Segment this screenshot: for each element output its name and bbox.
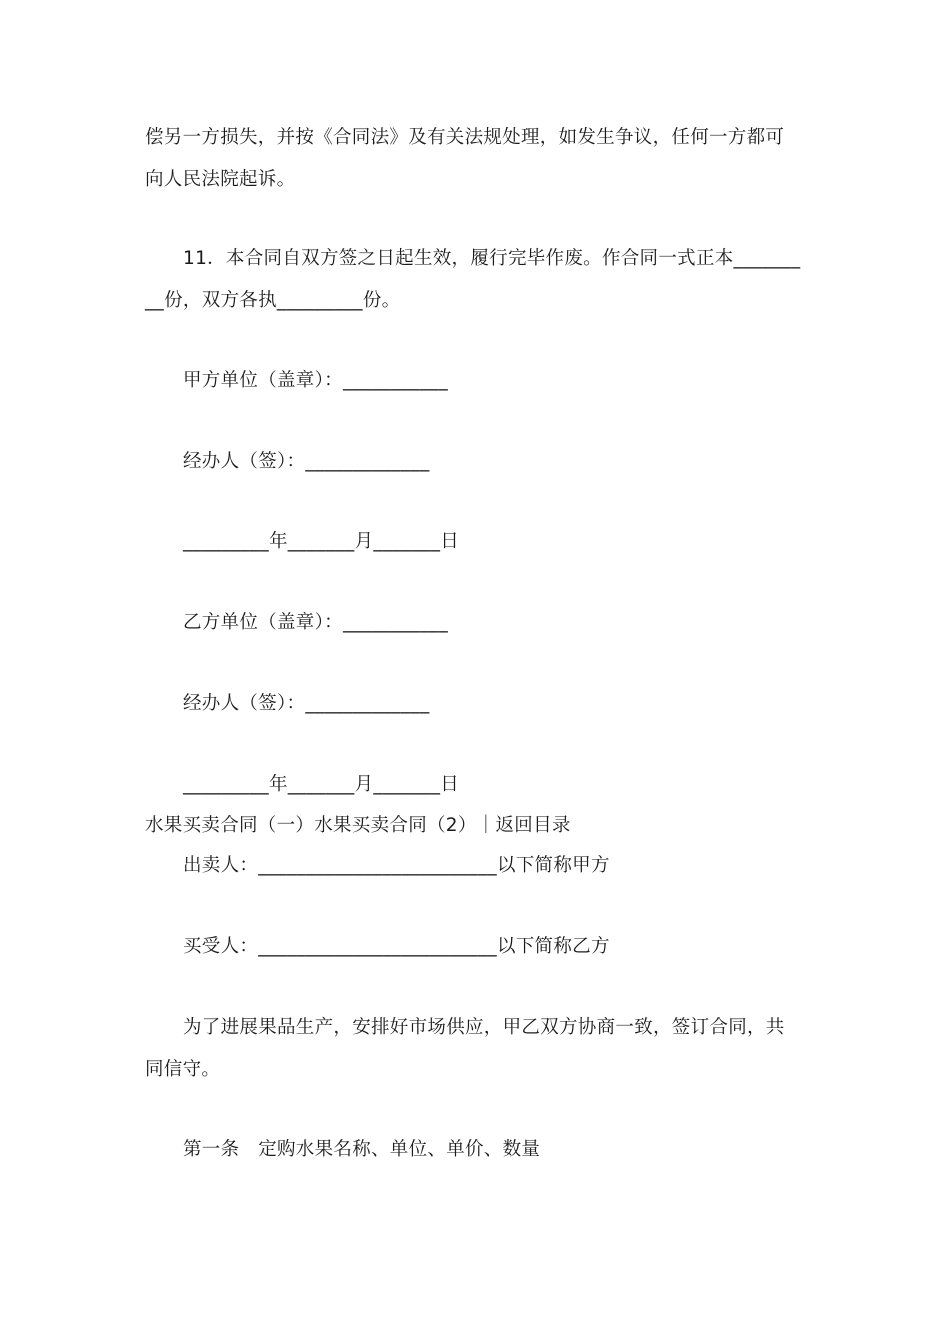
party-b-agent: 经办人（签）：_____________ (183, 693, 430, 714)
party-a-agent: 经办人（签）：_____________ (183, 451, 430, 472)
seller-line: 出卖人：_________________________以下简称甲方 (183, 855, 610, 876)
paragraph-liability-line-2: 向人民法院起诉。 (145, 169, 296, 190)
party-a-seal: 甲方单位（盖章）：___________ (183, 370, 449, 391)
article-1-heading: 第一条 定购水果名称、单位、单价、数量 (183, 1139, 541, 1160)
clause-11-line-1: 11．本合同自双方签之日起生效，履行完毕作废。作合同一式正本_______ (183, 248, 801, 269)
party-b-date: _________年_______月_______日 (183, 774, 460, 795)
purpose-line-1: 为了进展果品生产，安排好市场供应，甲乙双方协商一致，签订合同，共 (183, 1017, 785, 1038)
clause-11-line-2: __份，双方各执_________份。 (145, 290, 401, 311)
party-b-seal: 乙方单位（盖章）：___________ (183, 612, 449, 633)
paragraph-liability-line-1: 偿另一方损失，并按《合同法》及有关法规处理，如发生争议，任何一方都可 (145, 127, 785, 148)
buyer-line: 买受人：_________________________以下简称乙方 (183, 936, 610, 957)
purpose-line-2: 同信守。 (145, 1059, 221, 1080)
contract-navigation-line[interactable]: 水果买卖合同（一）水果买卖合同（2）｜返回目录 (145, 815, 571, 836)
party-a-date: _________年_______月_______日 (183, 531, 460, 552)
